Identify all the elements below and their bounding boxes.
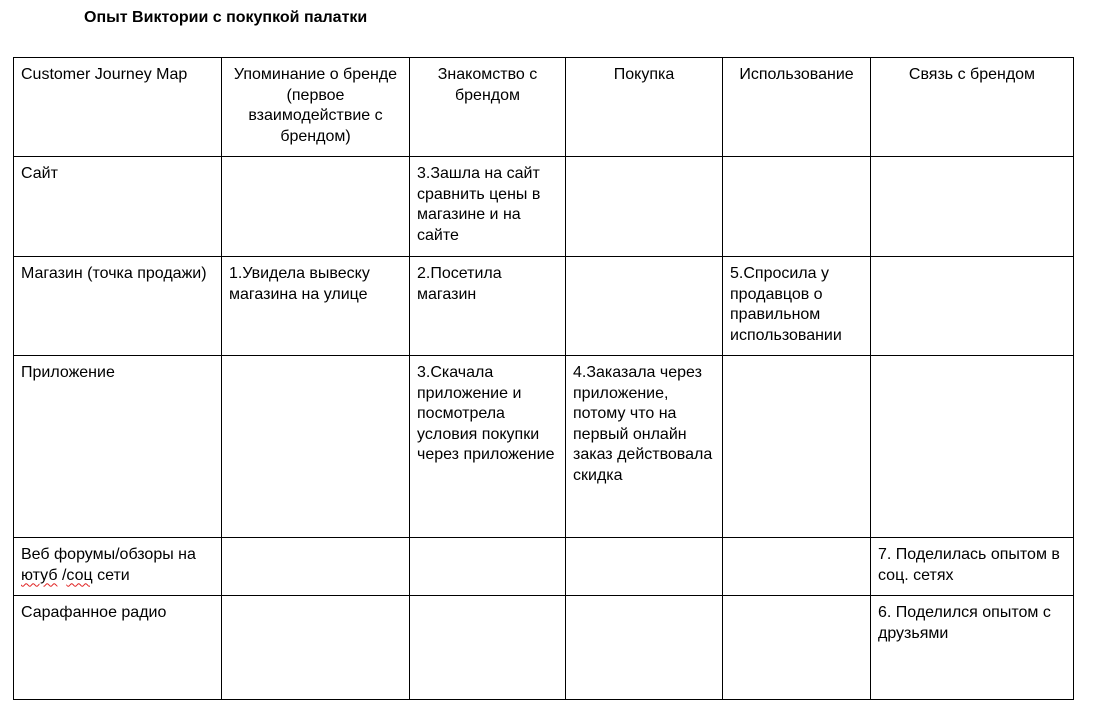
table-row [14, 356, 1074, 538]
table-row [14, 596, 1074, 700]
table-cell: 3.Зашла на сайт сравнить цены в магазине и на сайте [410, 157, 566, 257]
table-cell [871, 257, 1074, 356]
table-cell: 4.Заказала через приложение, потому что на первый онлайн заказ действовала скидка [566, 356, 723, 538]
row-label-web-forums [14, 538, 222, 596]
table-cell [410, 596, 566, 700]
row-label-part: / [57, 566, 67, 584]
header-corner: Customer Journey Map [14, 58, 222, 157]
header-brand-connection: Связь с брендом [871, 58, 1074, 157]
row-label-part: сети [92, 566, 130, 584]
spellcheck-word: соц [66, 566, 93, 584]
row-label-site: Сайт [14, 157, 222, 257]
table-cell [566, 257, 723, 356]
table-cell: 6. Поделился опытом с друзьями [871, 596, 1074, 700]
table-row [14, 157, 1074, 257]
table-row [14, 257, 1074, 356]
table-cell [222, 538, 410, 596]
table-cell [222, 596, 410, 700]
table-cell [723, 538, 871, 596]
table-cell [222, 157, 410, 257]
row-label-part: Веб форумы/обзоры на [21, 546, 196, 563]
header-row [14, 58, 1074, 157]
header-usage: Использование [723, 58, 871, 157]
header-purchase: Покупка [566, 58, 723, 157]
row-label-store: Магазин (точка продажи) [14, 257, 222, 356]
header-mention: Упоминание о бренде (первое взаимодействие с брендом) [222, 58, 410, 157]
table-cell: 7. Поделилась опытом в соц. сетях [871, 538, 1074, 596]
table-cell [723, 596, 871, 700]
table-row [14, 538, 1074, 596]
table-cell: 1.Увидела вывеску магазина на улице [222, 257, 410, 356]
document-title: Опыт Виктории с покупкой палатки [84, 9, 368, 26]
table-cell: 2.Посетила магазин [410, 257, 566, 356]
spellcheck-word: ютуб [21, 566, 58, 584]
table-cell [566, 538, 723, 596]
header-acquaintance: Знакомство с брендом [410, 58, 566, 157]
customer-journey-table [13, 57, 1074, 700]
row-label-app: Приложение [14, 356, 222, 538]
table-cell: 3.Скачала приложение и посмотрела условия покупки через приложение [410, 356, 566, 538]
table-cell [723, 157, 871, 257]
table-cell [723, 356, 871, 538]
table-cell [566, 157, 723, 257]
table-cell [566, 596, 723, 700]
table-cell [871, 157, 1074, 257]
row-label-word-of-mouth: Сарафанное радио [14, 596, 222, 700]
table-cell [871, 356, 1074, 538]
table-cell: 5.Спросила у продавцов о правильном использовании [723, 257, 871, 356]
table-cell [410, 538, 566, 596]
table-cell [222, 356, 410, 538]
